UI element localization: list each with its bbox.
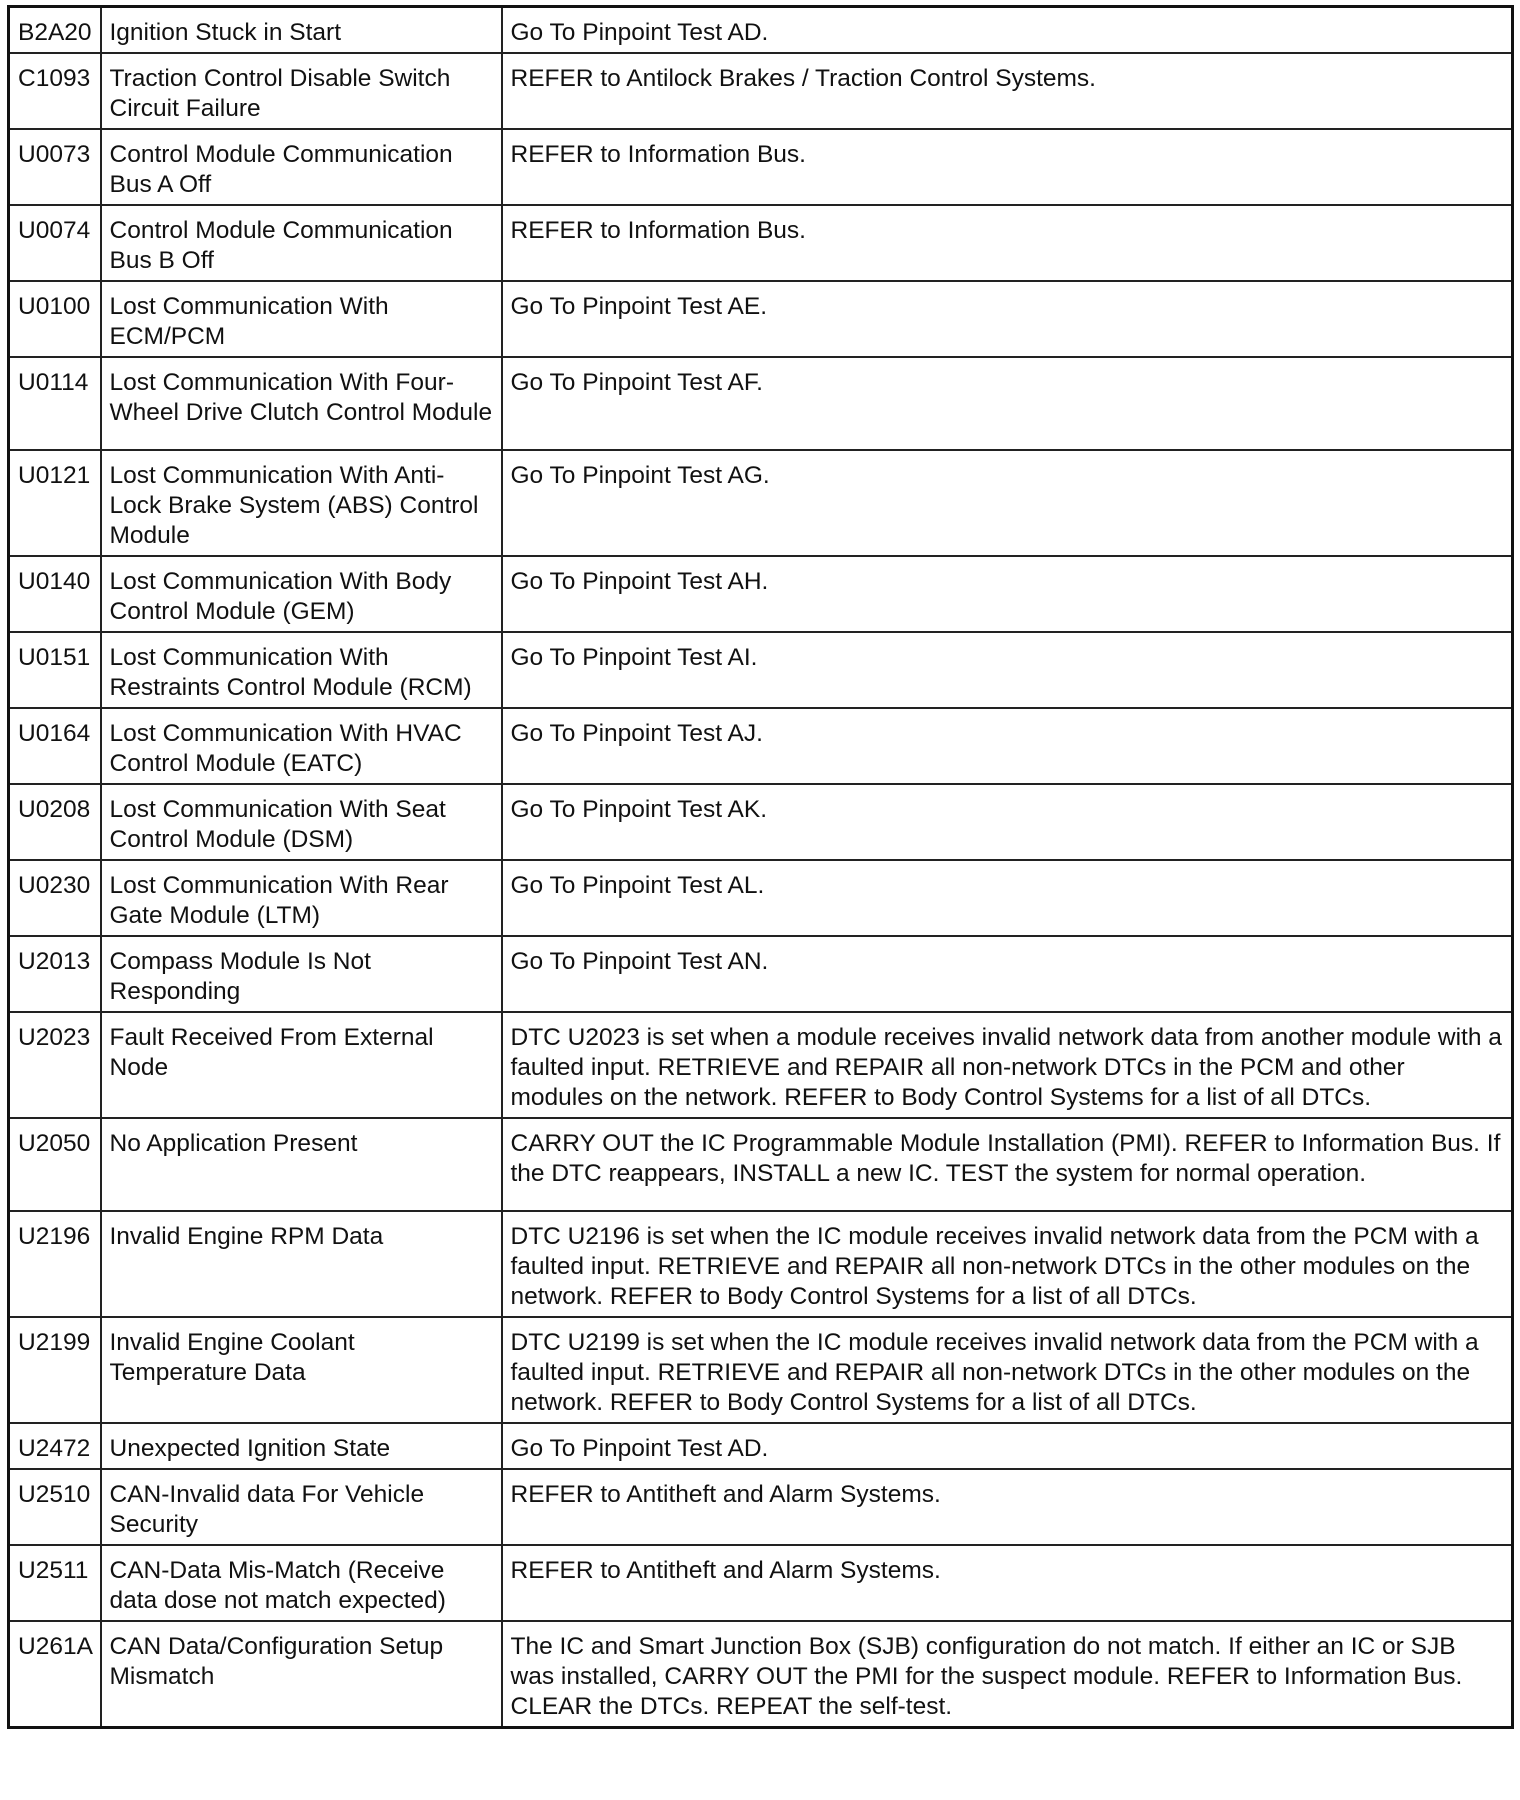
table-row <box>9 1469 1513 1545</box>
dtc-description-cell: Control Module Communication Bus B Off <box>101 205 502 281</box>
table-row <box>9 556 1513 632</box>
dtc-action-cell: Go To Pinpoint Test AK. <box>502 784 1513 860</box>
table-row <box>9 708 1513 784</box>
dtc-description-cell: Unexpected Ignition State <box>101 1423 502 1469</box>
dtc-action-cell: Go To Pinpoint Test AD. <box>502 7 1513 54</box>
dtc-action-cell: The IC and Smart Junction Box (SJB) configuration do not match. If either an IC or SJB was installed, CARRY OUT the PMI for the suspect module. REFER to Information Bus. CLEAR the DTCs. REPEAT the self-test. <box>502 1621 1513 1728</box>
dtc-action-cell: REFER to Antilock Brakes / Traction Control Systems. <box>502 53 1513 129</box>
table-row <box>9 129 1513 205</box>
table-row <box>9 784 1513 860</box>
table-row <box>9 1317 1513 1423</box>
dtc-description-cell: CAN Data/Configuration Setup Mismatch <box>101 1621 502 1728</box>
dtc-code-cell: C1093 <box>9 53 101 129</box>
dtc-description-cell: Invalid Engine Coolant Temperature Data <box>101 1317 502 1423</box>
dtc-action-cell: REFER to Antitheft and Alarm Systems. <box>502 1545 1513 1621</box>
dtc-table <box>7 5 1514 1729</box>
dtc-code-cell: U2196 <box>9 1211 101 1317</box>
table-row <box>9 7 1513 54</box>
dtc-description-cell: Lost Communication With Anti-Lock Brake System (ABS) Control Module <box>101 450 502 556</box>
table-row <box>9 1621 1513 1728</box>
dtc-action-cell: DTC U2199 is set when the IC module receives invalid network data from the PCM with a faulted input. RETRIEVE and REPAIR all non-network DTCs in the other modules on the network. REFER to Body Control Systems for a list of all DTCs. <box>502 1317 1513 1423</box>
table-row <box>9 936 1513 1012</box>
dtc-code-cell: U2023 <box>9 1012 101 1118</box>
dtc-description-cell: Lost Communication With Four-Wheel Drive Clutch Control Module <box>101 357 502 450</box>
dtc-description-cell: Control Module Communication Bus A Off <box>101 129 502 205</box>
dtc-code-cell: U0100 <box>9 281 101 357</box>
dtc-action-cell: REFER to Antitheft and Alarm Systems. <box>502 1469 1513 1545</box>
table-row <box>9 1012 1513 1118</box>
table-row <box>9 860 1513 936</box>
table-row <box>9 1545 1513 1621</box>
dtc-action-cell: DTC U2196 is set when the IC module receives invalid network data from the PCM with a faulted input. RETRIEVE and REPAIR all non-network DTCs in the other modules on the network. REFER to Body Control Systems for a list of all DTCs. <box>502 1211 1513 1317</box>
table-row <box>9 281 1513 357</box>
dtc-description-cell: Lost Communication With HVAC Control Module (EATC) <box>101 708 502 784</box>
table-row <box>9 1118 1513 1211</box>
dtc-description-cell: Compass Module Is Not Responding <box>101 936 502 1012</box>
dtc-table-body <box>9 7 1513 1728</box>
dtc-description-cell: Lost Communication With Restraints Control Module (RCM) <box>101 632 502 708</box>
dtc-code-cell: U0230 <box>9 860 101 936</box>
dtc-description-cell: Invalid Engine RPM Data <box>101 1211 502 1317</box>
dtc-action-cell: Go To Pinpoint Test AI. <box>502 632 1513 708</box>
table-row <box>9 1211 1513 1317</box>
dtc-action-cell: Go To Pinpoint Test AJ. <box>502 708 1513 784</box>
dtc-code-cell: U2013 <box>9 936 101 1012</box>
dtc-code-cell: U2511 <box>9 1545 101 1621</box>
dtc-action-cell: Go To Pinpoint Test AN. <box>502 936 1513 1012</box>
dtc-code-cell: U2199 <box>9 1317 101 1423</box>
table-row <box>9 632 1513 708</box>
table-row <box>9 205 1513 281</box>
dtc-action-cell: Go To Pinpoint Test AH. <box>502 556 1513 632</box>
dtc-action-cell: Go To Pinpoint Test AL. <box>502 860 1513 936</box>
dtc-code-cell: U2472 <box>9 1423 101 1469</box>
dtc-code-cell: U2050 <box>9 1118 101 1211</box>
dtc-action-cell: Go To Pinpoint Test AE. <box>502 281 1513 357</box>
dtc-code-cell: U0114 <box>9 357 101 450</box>
table-row <box>9 357 1513 450</box>
dtc-code-cell: U0073 <box>9 129 101 205</box>
dtc-action-cell: Go To Pinpoint Test AD. <box>502 1423 1513 1469</box>
dtc-code-cell: U261A <box>9 1621 101 1728</box>
dtc-code-cell: U0164 <box>9 708 101 784</box>
dtc-code-cell: U0121 <box>9 450 101 556</box>
dtc-action-cell: DTC U2023 is set when a module receives invalid network data from another module with a faulted input. RETRIEVE and REPAIR all non-network DTCs in the PCM and other modules on the network. REFER to Body Control Systems for a list of all DTCs. <box>502 1012 1513 1118</box>
dtc-action-cell: REFER to Information Bus. <box>502 129 1513 205</box>
dtc-description-cell: Ignition Stuck in Start <box>101 7 502 54</box>
dtc-description-cell: Lost Communication With Body Control Module (GEM) <box>101 556 502 632</box>
dtc-description-cell: No Application Present <box>101 1118 502 1211</box>
dtc-description-cell: Lost Communication With Seat Control Module (DSM) <box>101 784 502 860</box>
dtc-code-cell: U0208 <box>9 784 101 860</box>
dtc-description-cell: Traction Control Disable Switch Circuit Failure <box>101 53 502 129</box>
dtc-code-cell: B2A20 <box>9 7 101 54</box>
dtc-description-cell: CAN-Invalid data For Vehicle Security <box>101 1469 502 1545</box>
dtc-description-cell: Lost Communication With ECM/PCM <box>101 281 502 357</box>
dtc-description-cell: Fault Received From External Node <box>101 1012 502 1118</box>
dtc-code-cell: U0140 <box>9 556 101 632</box>
dtc-code-cell: U2510 <box>9 1469 101 1545</box>
dtc-action-cell: REFER to Information Bus. <box>502 205 1513 281</box>
dtc-code-cell: U0074 <box>9 205 101 281</box>
dtc-action-cell: Go To Pinpoint Test AG. <box>502 450 1513 556</box>
table-row <box>9 450 1513 556</box>
table-row <box>9 53 1513 129</box>
dtc-description-cell: CAN-Data Mis-Match (Receive data dose not match expected) <box>101 1545 502 1621</box>
dtc-action-cell: Go To Pinpoint Test AF. <box>502 357 1513 450</box>
dtc-code-cell: U0151 <box>9 632 101 708</box>
dtc-action-cell: CARRY OUT the IC Programmable Module Installation (PMI). REFER to Information Bus. If the DTC reappears, INSTALL a new IC. TEST the system for normal operation. <box>502 1118 1513 1211</box>
dtc-description-cell: Lost Communication With Rear Gate Module (LTM) <box>101 860 502 936</box>
table-row <box>9 1423 1513 1469</box>
